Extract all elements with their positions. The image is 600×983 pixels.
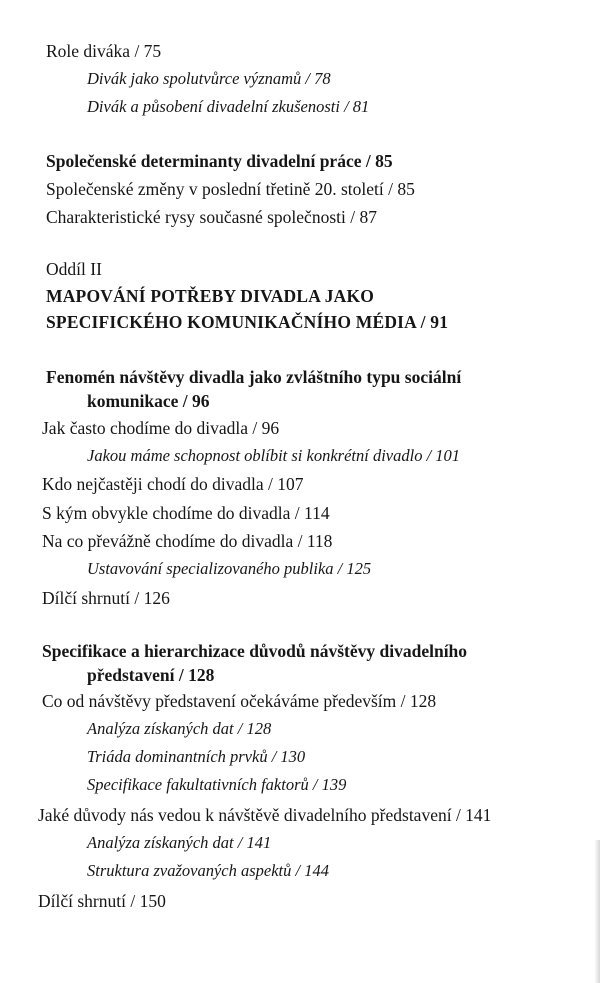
toc-section-heading: Specifikace a hierarchizace důvodů návštěvy divadelního (42, 641, 468, 661)
toc-subentry: Specifikace fakultativních faktorů / 139 (87, 775, 347, 794)
toc-entry: Jak často chodíme do divadla / 96 (42, 418, 280, 438)
toc-subentry: Struktura zvažovaných aspektů / 144 (87, 861, 329, 880)
toc-section-heading: Fenomén návštěvy divadla jako zvláštního typu sociální (46, 367, 462, 387)
toc-entry: Jaké důvody nás vedou k návštěvě divadelního představení / 141 (38, 805, 492, 825)
toc-entry: Společenské změny v poslední třetině 20. století / 85 (46, 179, 415, 199)
page-edge-shadow (594, 840, 600, 983)
toc-section-heading: komunikace / 96 (87, 391, 210, 411)
toc-entry: Dílčí shrnutí / 126 (42, 588, 170, 608)
toc-section-heading: Společenské determinanty divadelní práce / 85 (46, 151, 393, 171)
part-title: SPECIFICKÉHO KOMUNIKAČNÍHO MÉDIA / 91 (46, 312, 449, 332)
toc-entry: Na co převážně chodíme do divadla / 118 (42, 531, 333, 551)
toc-entry: S kým obvykle chodíme do divadla / 114 (42, 503, 330, 523)
toc-section-heading: představení / 128 (87, 665, 215, 685)
toc-entry: Kdo nejčastěji chodí do divadla / 107 (42, 474, 304, 494)
toc-subentry: Triáda dominantních prvků / 130 (87, 747, 306, 766)
toc-subentry: Ustavování specializovaného publika / 125 (87, 559, 372, 578)
toc-subentry: Analýza získaných dat / 141 (87, 833, 272, 852)
toc-entry: Co od návštěvy představení očekáváme především / 128 (42, 691, 437, 711)
toc-entry: Role diváka / 75 (46, 41, 162, 61)
part-label: Oddíl II (46, 259, 102, 279)
toc-entry: Dílčí shrnutí / 150 (38, 891, 166, 911)
toc-subentry: Divák jako spolutvůrce významů / 78 (87, 69, 331, 88)
toc-entry: Charakteristické rysy současné společnosti / 87 (46, 207, 377, 227)
toc-subentry: Divák a působení divadelní zkušenosti / 81 (87, 97, 370, 116)
part-title: MAPOVÁNÍ POTŘEBY DIVADLA JAKO (46, 286, 375, 306)
toc-subentry: Analýza získaných dat / 128 (87, 719, 272, 738)
toc-subentry: Jakou máme schopnost oblíbit si konkrétní divadlo / 101 (87, 446, 461, 465)
